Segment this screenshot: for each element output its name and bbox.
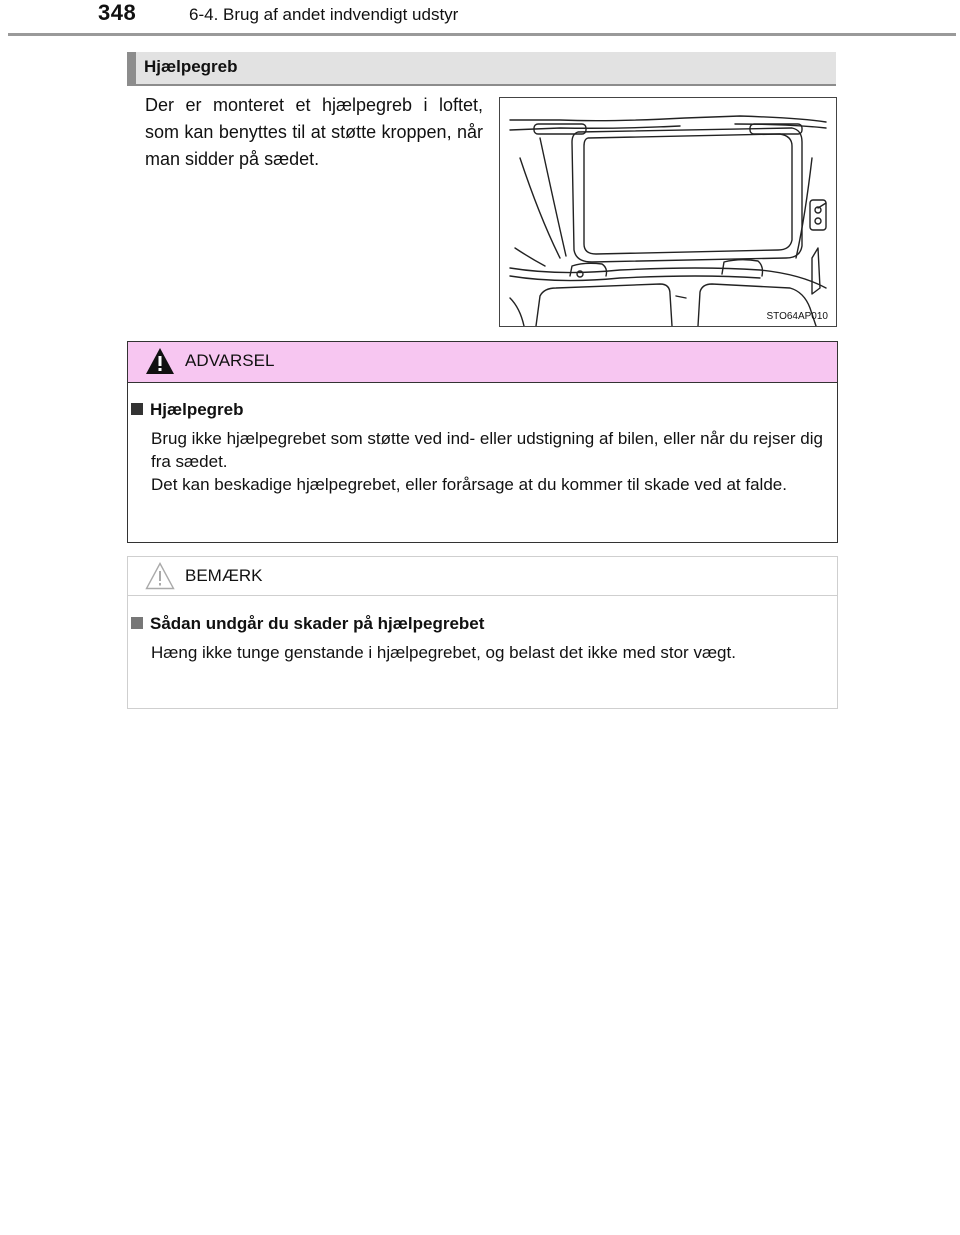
section-title: Hjælpegreb — [144, 57, 238, 76]
square-bullet-icon — [131, 617, 143, 629]
notice-item-title-text: Sådan undgår du skader på hjælpegrebet — [150, 614, 485, 633]
warning-triangle-icon — [145, 347, 175, 375]
warning-body — [151, 427, 823, 496]
page-number: 348 — [98, 0, 137, 25]
warning-paragraph: Det kan beskadige hjælpegrebet, eller forårsage at du kommer til skade ved at falde. — [151, 475, 787, 494]
section-title-bar — [127, 52, 836, 86]
header-rule — [8, 33, 956, 36]
warning-item-title — [131, 400, 244, 420]
warning-box — [127, 341, 838, 543]
assist-grip-illustration — [499, 97, 837, 327]
notice-paragraph: Hæng ikke tunge genstande i hjælpegrebet, og belast det ikke med stor vægt. — [151, 643, 736, 662]
notice-label: BEMÆRK — [185, 566, 263, 585]
car-ceiling-drawing — [500, 98, 836, 326]
notice-box — [127, 556, 838, 709]
warning-label: ADVARSEL — [185, 351, 275, 370]
caution-triangle-icon — [145, 562, 175, 590]
figure-code: STO64AP010 — [766, 311, 828, 322]
section-accent — [127, 52, 136, 84]
chapter-title: 6-4. Brug af andet indvendigt udstyr — [189, 5, 459, 24]
notice-header — [128, 557, 837, 596]
warning-header — [128, 342, 837, 383]
square-bullet-icon — [131, 403, 143, 415]
intro-paragraph: Der er monteret et hjælpegreb i loftet, som kan benyttes til at støtte kroppen, når man sidder på sædet. — [145, 95, 483, 169]
warning-paragraph: Brug ikke hjælpegrebet som støtte ved ind- eller udstigning af bilen, eller når du rejser dig fra sædet. — [151, 429, 823, 471]
warning-item-title-text: Hjælpegreb — [150, 400, 244, 419]
notice-body — [151, 641, 823, 664]
notice-item-title — [131, 614, 484, 634]
